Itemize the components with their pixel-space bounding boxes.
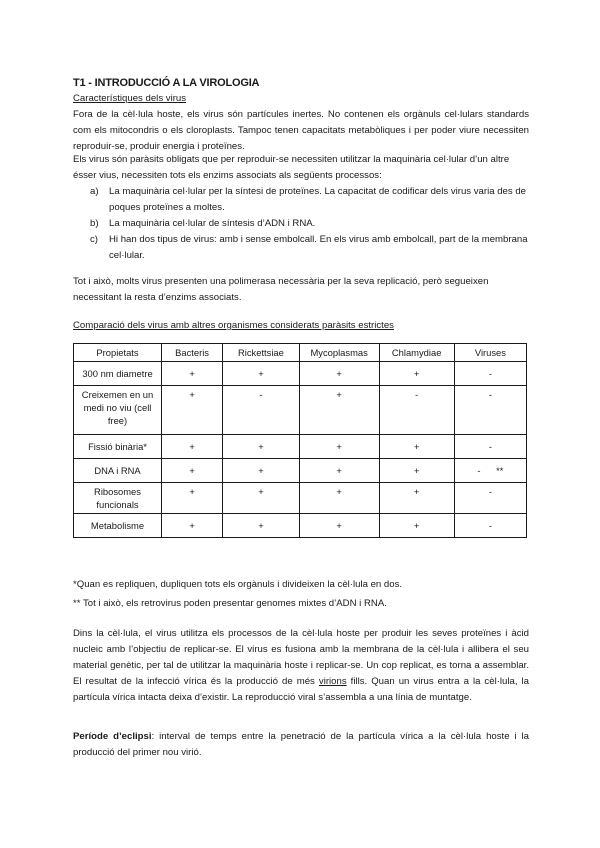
table-cell: - <box>454 483 526 514</box>
term-eclipse-period: Període d’eclipsi <box>73 731 152 742</box>
table-row <box>74 483 527 514</box>
list-item-text: La maquinària cel·lular per la síntesi de proteïnes. La capacitat de codificar dels virus varia des de poques proteïnes a moltes. <box>109 186 527 213</box>
table-row <box>74 514 527 538</box>
table-cell: + <box>379 459 454 483</box>
paragraph-polymerase: Tot i això, molts virus presenten una polimerasa necessària per la seva replicació, però segueixen necessitant la resta d’enzims associats. <box>73 276 489 303</box>
table-cell: + <box>162 386 223 435</box>
column-header: Bacteris <box>162 344 223 362</box>
table-cell: + <box>162 459 223 483</box>
table-header-row <box>74 344 527 362</box>
column-header: Mycoplasmas <box>299 344 379 362</box>
table-cell: - <box>454 386 526 435</box>
table-cell: + <box>162 362 223 386</box>
row-label: Fissió binària* <box>74 435 162 459</box>
row-label: Ribosomes funcionals <box>74 483 162 514</box>
table-cell: + <box>162 483 223 514</box>
comparison-table <box>73 343 527 538</box>
table-cell: + <box>223 362 300 386</box>
table-cell: + <box>299 483 379 514</box>
row-label: 300 nm diametre <box>74 362 162 386</box>
list-item-text: La maquinària cel·lular de síntesis d’ADN i RNA. <box>109 218 316 229</box>
list-item <box>73 184 529 216</box>
table-cell: + <box>162 514 223 538</box>
term-virions: virions <box>318 676 347 687</box>
column-header: Rickettsiae <box>223 344 300 362</box>
list-marker: c) <box>90 234 98 245</box>
column-header: Chlamydiae <box>379 344 454 362</box>
table-cell: + <box>299 386 379 435</box>
table-cell: + <box>162 435 223 459</box>
table-heading: Comparació dels virus amb altres organismes considerats paràsits estrictes <box>73 320 394 331</box>
table-cell: - <box>454 435 526 459</box>
list-marker: b) <box>90 218 99 229</box>
table-cell: - <box>379 386 454 435</box>
paragraph-inert-particles: Fora de la cèl·lula hoste, els virus són partícules inertes. No contenen els orgànuls cel·lulars standards com els mitocondris o els cloroplasts. Tampoc tenen capacitats metabòliques i per poder viure necessiten reproduir-se, produir energia i proteïnes. <box>73 109 529 152</box>
table-cell: + <box>223 435 300 459</box>
list-item-text: Hi han dos tipus de virus: amb i sense embolcall. En els virus amb embolcall, part de la membrana cel·lular. <box>109 234 528 261</box>
table-cell: + <box>299 362 379 386</box>
list-item <box>73 232 529 264</box>
column-header: Propietats <box>74 344 162 362</box>
paragraph-text: Dins la cèl·lula, el virus utilitza els processos de la cèl·lula hoste per produir les seves proteïnes i àcid nucleic amb l’objectiu de replicar-se. El virus es fusiona amb la membrana de la cèl·lula i allibera el seu material genètic, per tal de utilitzar la maquinària hoste i replicar-se. Un cop replicat, es torna a assemblar. El resultat de la infecció vírica és la producció de més <box>73 628 529 687</box>
table-cell: - <box>454 514 526 538</box>
table-cell: - ** <box>454 459 526 483</box>
paragraph-text: fills. Quan un virus entra a la cèl·lula, la partícula vírica intacta deixa d’existir. La reproducció viral s’assembla a una línia de muntatge. <box>73 676 529 703</box>
table-cell: + <box>379 435 454 459</box>
paragraph-obligate-parasites: Els virus són paràsits obligats que per reproduir-se necessiten utilitzar la maquinària cel·lular d’un altre ésser vius, necessiten tots els enzims associats als següents processos: <box>73 154 510 181</box>
footnote-single-star: *Quan es repliquen, dupliquen tots els orgànuls i divideixen la cèl·lula en dos. <box>73 579 403 590</box>
table-cell: + <box>223 483 300 514</box>
row-label: Metabolisme <box>74 514 162 538</box>
table-row <box>74 435 527 459</box>
table-row <box>74 459 527 483</box>
table-cell: + <box>379 483 454 514</box>
page-title: T1 - INTRODUCCIÓ A LA VIROLOGIA <box>73 77 260 89</box>
row-label: DNA i RNA <box>74 459 162 483</box>
column-header: Viruses <box>454 344 526 362</box>
table-cell: + <box>379 362 454 386</box>
table-row <box>74 386 527 435</box>
list-item <box>73 216 529 232</box>
paragraph-infection-cycle <box>73 626 529 706</box>
table-cell: - <box>223 386 300 435</box>
section-heading-characteristics: Característiques dels virus <box>73 93 187 104</box>
list-marker: a) <box>90 186 99 197</box>
table-cell: + <box>223 514 300 538</box>
table-cell: - <box>454 362 526 386</box>
table-cell: + <box>299 435 379 459</box>
paragraph-eclipse-period <box>73 729 529 761</box>
table-cell: + <box>379 514 454 538</box>
footnote-double-star: ** Tot i això, els retrovirus poden presentar genomes mixtes d’ADN i RNA. <box>73 598 387 609</box>
table-cell: + <box>299 459 379 483</box>
table-cell: + <box>223 459 300 483</box>
definition-text: : interval de temps entre la penetració de la partícula vírica a la cèl·lula hoste i la producció del primer nou virió. <box>73 731 529 758</box>
table-row <box>74 362 527 386</box>
process-list <box>73 184 529 264</box>
table-cell: + <box>299 514 379 538</box>
row-label: Creixemen en un medi no viu (cell free) <box>74 386 162 435</box>
